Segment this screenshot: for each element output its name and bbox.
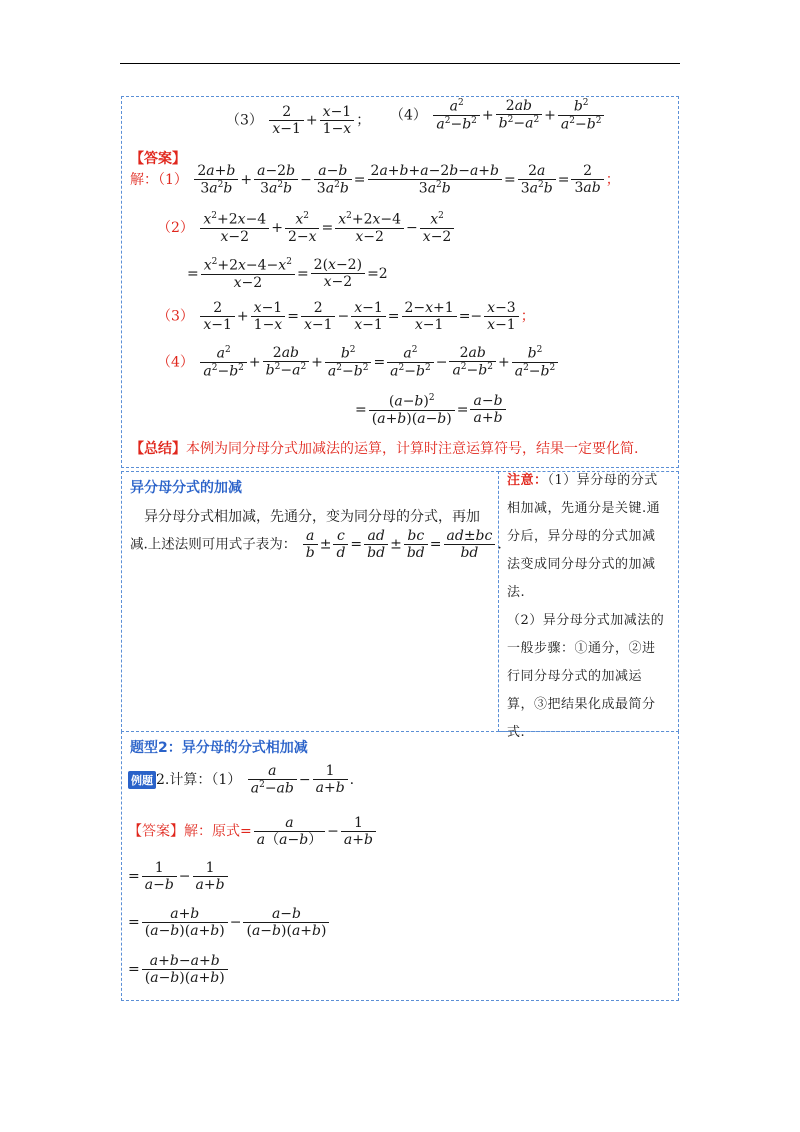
- step-3-label: （3）: [157, 308, 194, 325]
- example-badge: 例题: [128, 771, 156, 789]
- solution-step-2b: = $\frac{x^2+2x-4-x^2}{x-2}$ = $\frac{2(x-2)}{x-2}$ =2: [187, 257, 388, 291]
- rule-body-prefix: 减.上述法则可用式子表为：: [130, 536, 297, 553]
- note-line-0: （1）异分母的分式: [547, 473, 658, 488]
- summary-label: 【总结】: [130, 441, 186, 457]
- problem-4-label: （4）: [390, 107, 427, 124]
- example-problem: 例题 2.计算：（1） $\frac{a}{a^2-ab}$ − $\frac{1}{a+b}$ .: [128, 763, 354, 797]
- example-answer-2: = $\frac{1}{a-b}$ − $\frac{1}{a+b}$: [128, 860, 230, 893]
- note-line-6: 一般步骤：①通分，②进: [507, 641, 656, 656]
- note-content: [507, 467, 673, 747]
- step-2-label: （2）: [157, 219, 194, 236]
- rule-body-suffix: .: [497, 536, 502, 553]
- note-line-1: 相加减，先通分是关键.通: [507, 501, 661, 516]
- rule-title: 异分母分式的加减: [130, 480, 242, 496]
- problem-3-label: （3）: [226, 112, 263, 129]
- type-title: 题型2：异分母的分式相加减: [130, 740, 308, 756]
- note-line-5: （2）异分母分式加减法的: [507, 613, 665, 628]
- example-answer-3: = $\frac{a+b}{(a-b)(a+b)}$ − $\frac{a-b}{(a-b)(a+b)}$: [128, 906, 331, 939]
- summary-text: 本例为同分母分式加减法的运算，计算时注意运算符号，结果一定要化简.: [186, 441, 639, 457]
- problem-3-tail: ；: [356, 112, 371, 129]
- step-4-label: （4）: [157, 354, 194, 371]
- rule-body-line2: 减.上述法则可用式子表为： $\frac{a}{b}$ ± $\frac{c}{d}$ = $\frac{ad}{bd}$ ± $\frac{bc}{bd}$ = $\frac{ad\pm bc}{bd}$ .: [130, 528, 502, 562]
- semicolon-3: ；: [520, 308, 535, 325]
- answer-label: 【答案】: [130, 151, 186, 167]
- solution-step-3: （3） $\frac{2}{x-1}$ + $\frac{x-1}{1-x}$ = $\frac{2}{x-1}$ − $\frac{x-1}{x-1}$ = $\frac{2-x+1}{x-1}$ =− $\frac{x-3}{x-1}$ ；: [157, 300, 535, 334]
- solution-step-2: （2） $\frac{x^2+2x-4}{x-2}$ + $\frac{x^2}{2-x}$ = $\frac{x^2+2x-4}{x-2}$ − $\frac{x^2}{x-2}$: [157, 211, 456, 245]
- step-1-label: （1）: [158, 171, 188, 188]
- header-rule: [120, 63, 680, 64]
- eq-prefix-2: =: [128, 868, 140, 885]
- note-line-2: 分后，异分母的分式加减: [507, 529, 656, 544]
- eq-prefix-4: =: [128, 961, 140, 978]
- note-line-9: 式.: [507, 725, 526, 740]
- eq-prefix-3: =: [128, 914, 140, 931]
- note-line-7: 行同分母分式的加减运: [507, 669, 643, 684]
- note-label: 注意：: [507, 473, 548, 488]
- solution-step-1: 解：（1） $\frac{2a+b}{3a^2b}$ + $\frac{a-2b}{3a^2b}$ − $\frac{a-b}{3a^2b}$ = $\frac{2a+b+a-2b-a+b}{3a^2b}$ = $\frac{2a}{3a^2b}$ = $\frac{2}{3ab}$ ；: [130, 163, 620, 197]
- solution-step-4: （4） $\frac{a^2}{a^2-b^2}$ + $\frac{2ab}{b^2-a^2}$ + $\frac{b^2}{a^2-b^2}$ = $\frac{a^2}{a^2-b^2}$ − $\frac{2ab}{a^2-b^2}$ + $\frac{b^2}{a^2-b^2}$: [157, 345, 560, 380]
- note-line-4: 法.: [507, 585, 526, 600]
- rule-body-line1: 异分母分式相加减，先通分，变为同分母的分式，再加: [144, 509, 480, 525]
- note-line-8: 算，③把结果化成最简分: [507, 697, 656, 712]
- problem-3: （3） $\frac{2}{x-1}$ + $\frac{x-1}{1-x}$ ；: [226, 104, 371, 138]
- example-tail: .: [349, 771, 355, 788]
- example-answer-1: 【答案】解：原式= $\frac{a}{a(a-b)}$ − $\frac{1}{a+b}$: [128, 815, 378, 848]
- problem-4: （4） $\frac{a^2}{a^2-b^2}$ + $\frac{2ab}{b^2-a^2}$ + $\frac{b^2}{a^2-b^2}$: [390, 98, 606, 133]
- note-line-3: 法变成同分母分式的加减: [507, 557, 656, 572]
- example-answer-label: 【答案】解：原式=: [128, 823, 252, 840]
- solution-prefix: 解：: [130, 171, 158, 188]
- solution-step-4b: = $\frac{(a-b)^2}{(a+b)(a-b)}$ = $\frac{a-b}{a+b}$: [355, 393, 508, 427]
- example-prefix: 2.计算：（1）: [156, 771, 242, 788]
- example-answer-4: = $\frac{a+b-a+b}{(a-b)(a+b)}$: [128, 953, 230, 986]
- semicolon-1: ；: [605, 171, 620, 188]
- summary: [130, 438, 638, 458]
